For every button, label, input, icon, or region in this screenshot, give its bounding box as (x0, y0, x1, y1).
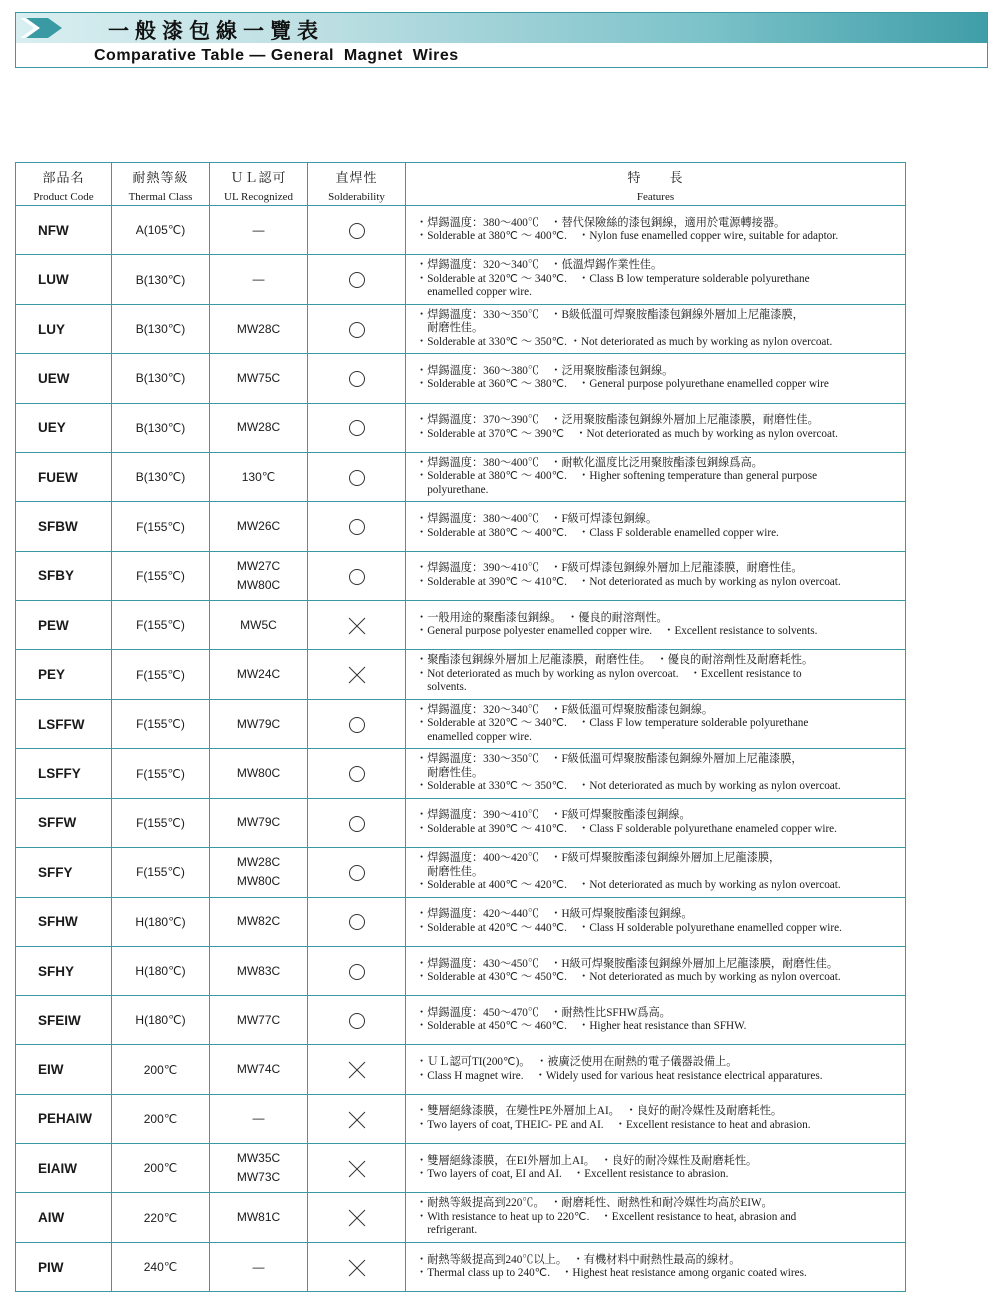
arrow-icon (20, 15, 70, 41)
circle-icon (348, 469, 366, 487)
feature-line: polyurethane. (416, 483, 489, 496)
solderability-cell (308, 650, 406, 700)
ul-recognized-cell (210, 1045, 308, 1094)
feature-line: ・焊錫溫度：330～350℃ ・F級低溫可焊聚胺酯漆包銅線外層加上尼龍漆膜， (416, 753, 803, 766)
product-code-cell: FUEW (16, 452, 112, 502)
thermal-class-cell: B(130℃) (112, 255, 210, 305)
ul-recognized-cell (210, 304, 308, 354)
column-header-cn: 耐熱等級 (132, 170, 189, 186)
feature-line: ・焊錫溫度：380～400℃ ・耐軟化溫度比泛用聚胺酯漆包銅線爲高。 (416, 456, 763, 469)
product-code-cell: PEW (16, 600, 112, 649)
column-header-thermal-class (112, 163, 210, 206)
features-cell (406, 749, 906, 799)
solderability-cell (308, 403, 406, 452)
ul-code: MW75C (236, 370, 281, 385)
product-code-cell: SFHW (16, 897, 112, 946)
ul-code: MW80C (236, 577, 281, 592)
column-header-ul-recognized (210, 163, 308, 206)
feature-line: ・焊錫溫度：390～410℃ ・F級可焊漆包銅線外層加上尼龍漆膜，耐磨性佳。 (416, 562, 803, 575)
feature-line: ・Solderable at 380℃ ～ 400℃. ・Higher softening temperature than general purpose (416, 470, 818, 483)
ul-recognized-cell (210, 354, 308, 403)
ul-code: — (252, 272, 265, 287)
solderability-cell (308, 1144, 406, 1193)
cross-icon (348, 1259, 366, 1277)
ul-recognized-cell (210, 897, 308, 946)
feature-line: ・Solderable at 430℃ ～ 450℃. ・Not deteriorated as much by working as nylon overcoat. (416, 971, 841, 984)
feature-line: ・General purpose polyester enamelled copper wire. ・Excellent resistance to solvents. (416, 625, 818, 638)
feature-line: ・With resistance to heat up to 220℃. ・Excellent resistance to heat, abrasion and (416, 1210, 797, 1223)
thermal-class-cell: F(155℃) (112, 650, 210, 700)
table-row (16, 996, 906, 1045)
feature-line: ・焊錫溫度：400～420℃ ・F級可焊聚胺酯漆包銅線外層加上尼龍漆膜， (416, 852, 781, 865)
ul-recognized-cell (210, 749, 308, 799)
ul-code: MW74C (236, 1062, 281, 1077)
features-cell (406, 304, 906, 354)
thermal-class-cell: B(130℃) (112, 304, 210, 354)
column-header-product-code (16, 163, 112, 206)
feature-line: enamelled copper wire. (416, 730, 532, 743)
features-cell (406, 403, 906, 452)
thermal-class-cell: B(130℃) (112, 452, 210, 502)
feature-line: ・Class H magnet wire. ・Widely used for various heat resistance electrical apparatures. (416, 1069, 823, 1082)
solderability-cell (308, 996, 406, 1045)
feature-line: ・Two layers of coat, THEIC- PE and AI. ・Excellent resistance to heat and abrasion. (416, 1118, 811, 1131)
feature-line: ・焊錫溫度：430～450℃ ・H級可焊聚胺酯漆包銅線外層加上尼龍漆膜，耐磨性佳。 (416, 957, 839, 970)
product-code-cell: SFFW (16, 798, 112, 847)
solderability-cell (308, 304, 406, 354)
features-cell (406, 452, 906, 502)
thermal-class-cell: A(105℃) (112, 206, 210, 255)
column-header-en: Product Code (33, 190, 94, 203)
column-header-solderability (308, 163, 406, 206)
ul-code: MW27C (236, 558, 281, 573)
product-code-cell: UEY (16, 403, 112, 452)
column-header-cn: 特 長 (627, 170, 684, 186)
ul-recognized-cell (210, 452, 308, 502)
product-code-cell: SFFY (16, 848, 112, 898)
table-row (16, 1045, 906, 1094)
feature-line: ・Two layers of coat, EI and AI. ・Excellent resistance to abrasion. (416, 1168, 729, 1181)
column-header-cn: 部品名 (42, 170, 85, 186)
feature-line: ・一般用途的聚酯漆包銅線。 ・優良的耐溶劑性。 (416, 611, 668, 624)
feature-line: ・Solderable at 320℃ ～ 340℃. ・Class F low temperature solderable polyurethane (416, 717, 809, 730)
features-cell (406, 848, 906, 898)
feature-line: ・聚酯漆包銅線外層加上尼龍漆膜，耐磨性佳。 ・優良的耐溶劑性及耐磨耗性。 (416, 654, 814, 667)
product-code-cell: UEW (16, 354, 112, 403)
circle-icon (348, 271, 366, 289)
feature-line: 耐磨性佳。 (416, 766, 484, 779)
feature-line: ・焊錫溫度：380～400℃ ・F級可焊漆包銅線。 (416, 513, 658, 526)
feature-line: ・Solderable at 420℃ ～ 440℃. ・Class H solderable polyurethane enamelled copper wire. (416, 921, 842, 934)
cross-icon (348, 617, 366, 635)
features-cell (406, 551, 906, 600)
ul-code: MW82C (236, 914, 281, 929)
feature-line: ・Solderable at 330℃ ～ 350℃. ・Not deteriorated as much by working as nylon overcoat. (416, 780, 841, 793)
thermal-class-cell: H(180℃) (112, 946, 210, 995)
circle-icon (348, 568, 366, 586)
circle-icon (348, 321, 366, 339)
circle-icon (348, 370, 366, 388)
feature-line: ・ＵＬ認可TI(200℃)。 ・被廣泛使用在耐熱的電子儀器設備上。 (416, 1056, 738, 1069)
table-row (16, 1094, 906, 1143)
circle-icon (348, 963, 366, 981)
circle-icon (348, 518, 366, 536)
feature-line: ・焊錫溫度：330～350℃ ・B級低溫可焊聚胺酯漆包銅線外層加上尼龍漆膜， (416, 308, 804, 321)
table-row (16, 452, 906, 502)
features-cell (406, 946, 906, 995)
circle-icon (348, 222, 366, 240)
feature-line: ・Solderable at 380℃ ～ 400℃. ・Class F solderable enamelled copper wire. (416, 526, 779, 539)
feature-line: ・焊錫溫度：390～410℃ ・F級可焊聚胺酯漆包銅線。 (416, 809, 691, 822)
solderability-cell (308, 1094, 406, 1143)
solderability-cell (308, 1193, 406, 1243)
circle-icon (348, 1012, 366, 1030)
ul-recognized-cell (210, 206, 308, 255)
feature-line: ・耐熱等級提高到220℃。 ・耐磨耗性、耐熱性和耐冷媒性均高於EIW。 (416, 1197, 773, 1210)
features-cell (406, 600, 906, 649)
table-row (16, 206, 906, 255)
product-code-cell: SFHY (16, 946, 112, 995)
ul-code: MW24C (236, 667, 281, 682)
table-row (16, 304, 906, 354)
feature-line: ・雙層絕緣漆膜，在變性PE外層加上AI。 ・良好的耐冷媒性及耐磨耗性。 (416, 1105, 783, 1118)
feature-line: ・耐熱等級提高到240℃以上。 ・有機材料中耐熱性最高的線材。 (416, 1253, 741, 1266)
thermal-class-cell: 200℃ (112, 1045, 210, 1094)
table-row (16, 749, 906, 799)
solderability-cell (308, 848, 406, 898)
feature-line: ・Solderable at 370℃ ～ 390℃ ・Not deteriorated as much by working as nylon overcoat. (416, 427, 838, 440)
feature-line: ・Thermal class up to 240℃. ・Highest heat resistance among organic coated wires. (416, 1267, 807, 1279)
page-title-cn: 一般漆包線一覽表 (108, 19, 324, 43)
features-cell (406, 650, 906, 700)
ul-recognized-cell (210, 1094, 308, 1143)
ul-recognized-cell (210, 798, 308, 847)
feature-line: 耐磨性佳。 (416, 322, 484, 335)
features-cell (406, 255, 906, 305)
table-row (16, 650, 906, 700)
ul-code: — (252, 222, 265, 237)
table-row (16, 1144, 906, 1193)
solderability-cell (308, 1045, 406, 1094)
feature-line: refrigerant. (416, 1224, 478, 1237)
table-row (16, 502, 906, 551)
product-code-cell: LUW (16, 255, 112, 305)
product-code-cell: AIW (16, 1193, 112, 1243)
ul-code: MW79C (236, 815, 281, 830)
feature-line: ・Solderable at 360℃ ～ 380℃. ・General purpose polyurethane enamelled copper wire (416, 378, 829, 391)
table-row (16, 798, 906, 847)
table-row (16, 255, 906, 305)
thermal-class-cell: F(155℃) (112, 749, 210, 799)
table-row (16, 1193, 906, 1243)
ul-recognized-cell (210, 996, 308, 1045)
column-header-cn: 直焊性 (335, 170, 378, 186)
feature-line: ・Solderable at 330℃ ～ 350℃. ・Not deteriorated as much by working as nylon overcoat. (416, 335, 833, 348)
thermal-class-cell: H(180℃) (112, 897, 210, 946)
product-code-cell: SFBW (16, 502, 112, 551)
product-code-cell: LSFFY (16, 749, 112, 799)
table-header-row (16, 163, 906, 206)
circle-icon (348, 716, 366, 734)
ul-recognized-cell (210, 600, 308, 649)
thermal-class-cell: F(155℃) (112, 551, 210, 600)
product-code-cell: LUY (16, 304, 112, 354)
ul-code: MW83C (236, 963, 281, 978)
features-cell (406, 996, 906, 1045)
column-header-en: Features (636, 190, 675, 203)
feature-line: 耐磨性佳。 (416, 865, 484, 878)
column-header-en: Thermal Class (128, 190, 193, 203)
ul-recognized-cell (210, 255, 308, 305)
feature-line: ・Solderable at 320℃ ～ 340℃. ・Class B low temperature solderable polyurethane (416, 272, 810, 285)
table-row (16, 551, 906, 600)
thermal-class-cell: B(130℃) (112, 354, 210, 403)
ul-recognized-cell (210, 946, 308, 995)
table-row (16, 354, 906, 403)
feature-line: ・Solderable at 390℃ ～ 410℃. ・Class F solderable polyurethane enameled copper wire. (416, 822, 837, 835)
table-row (16, 600, 906, 649)
solderability-cell (308, 600, 406, 649)
circle-icon (348, 864, 366, 882)
solderability-cell (308, 551, 406, 600)
product-code-cell: NFW (16, 206, 112, 255)
ul-recognized-cell (210, 502, 308, 551)
table-row (16, 897, 906, 946)
table-body (16, 206, 906, 1292)
ul-code: MW28C (236, 855, 281, 870)
ul-code: MW35C (236, 1151, 281, 1166)
features-cell (406, 798, 906, 847)
solderability-cell (308, 798, 406, 847)
feature-line: ・焊錫溫度：320～340℃ ・F級低溫可焊聚胺酯漆包銅線。 (416, 703, 714, 716)
product-code-cell: LSFFW (16, 699, 112, 749)
features-cell (406, 502, 906, 551)
header-banner (15, 12, 988, 68)
ul-code: MW81C (236, 1210, 281, 1225)
ul-code: MW5C (240, 617, 277, 632)
product-code-cell: PEHAIW (16, 1094, 112, 1143)
ul-recognized-cell (210, 650, 308, 700)
solderability-cell (308, 897, 406, 946)
magnet-wire-table (15, 162, 906, 1292)
column-header-features (406, 163, 906, 206)
thermal-class-cell: F(155℃) (112, 699, 210, 749)
thermal-class-cell: F(155℃) (112, 502, 210, 551)
ul-recognized-cell (210, 1144, 308, 1193)
feature-line: enamelled copper wire. (416, 286, 532, 299)
thermal-class-cell: F(155℃) (112, 600, 210, 649)
feature-line: ・焊錫溫度：360～380℃ ・泛用聚胺酯漆包銅線。 (416, 364, 674, 377)
table-row (16, 699, 906, 749)
ul-code: — (252, 1111, 265, 1126)
table-row (16, 848, 906, 898)
circle-icon (348, 815, 366, 833)
circle-icon (348, 765, 366, 783)
table-row (16, 403, 906, 452)
ul-code: MW73C (236, 1170, 281, 1185)
feature-line: ・Solderable at 400℃ ～ 420℃. ・Not deteriorated as much by working as nylon overcoat. (416, 879, 841, 892)
feature-line: ・Solderable at 390℃ ～ 410℃. ・Not deteriorated as much by working as nylon overcoat. (416, 575, 841, 588)
ul-recognized-cell (210, 848, 308, 898)
thermal-class-cell: F(155℃) (112, 848, 210, 898)
ul-recognized-cell (210, 1242, 308, 1291)
solderability-cell (308, 1242, 406, 1291)
ul-code: — (252, 1259, 265, 1274)
solderability-cell (308, 255, 406, 305)
thermal-class-cell: 240℃ (112, 1242, 210, 1291)
feature-line: ・Solderable at 450℃ ～ 460℃. ・Higher heat resistance than SFHW. (416, 1020, 747, 1033)
ul-code: MW80C (236, 766, 281, 781)
table-row (16, 946, 906, 995)
feature-line: ・Solderable at 380℃ ～ 400℃. ・Nylon fuse enamelled copper wire, suitable for adaptor. (416, 230, 839, 243)
ul-code: MW80C (236, 874, 281, 889)
cross-icon (348, 1061, 366, 1079)
circle-icon (348, 913, 366, 931)
ul-code: 130℃ (241, 469, 276, 484)
ul-recognized-cell (210, 699, 308, 749)
product-code-cell: EIAIW (16, 1144, 112, 1193)
table-row (16, 1242, 906, 1291)
ul-recognized-cell (210, 403, 308, 452)
feature-line: ・焊錫溫度：420～440℃ ・H級可焊聚胺酯漆包銅線。 (416, 908, 693, 921)
features-cell (406, 206, 906, 255)
ul-recognized-cell (210, 551, 308, 600)
feature-line: ・焊錫溫度：370～390℃ ・泛用聚胺酯漆包銅線外層加上尼龍漆膜，耐磨性佳。 (416, 414, 819, 427)
features-cell (406, 1045, 906, 1094)
page-title-en: Comparative Table — General Magnet Wires (94, 47, 459, 64)
features-cell (406, 897, 906, 946)
ul-code: MW28C (236, 321, 281, 336)
cross-icon (348, 1209, 366, 1227)
ul-code: MW28C (236, 420, 281, 435)
solderability-cell (308, 452, 406, 502)
thermal-class-cell: 200℃ (112, 1094, 210, 1143)
column-header-en: UL Recognized (224, 190, 293, 203)
cross-icon (348, 666, 366, 684)
solderability-cell (308, 749, 406, 799)
product-code-cell: PIW (16, 1242, 112, 1291)
column-header-en: Solderability (328, 190, 385, 203)
product-code-cell: SFBY (16, 551, 112, 600)
features-cell (406, 699, 906, 749)
features-cell (406, 1193, 906, 1243)
solderability-cell (308, 502, 406, 551)
product-code-cell: EIW (16, 1045, 112, 1094)
feature-line: ・雙層絕緣漆膜，在EI外層加上AI。 ・良好的耐冷媒性及耐磨耗性。 (416, 1154, 758, 1167)
features-cell (406, 1242, 906, 1291)
product-code-cell: PEY (16, 650, 112, 700)
thermal-class-cell: 220℃ (112, 1193, 210, 1243)
cross-icon (348, 1160, 366, 1178)
thermal-class-cell: B(130℃) (112, 403, 210, 452)
product-code-cell: SFEIW (16, 996, 112, 1045)
cross-icon (348, 1111, 366, 1129)
feature-line: ・焊錫溫度：450～470℃ ・耐熱性比SFHW爲高。 (416, 1006, 671, 1019)
feature-line: ・焊錫溫度：320～340℃ ・低溫焊錫作業性佳。 (416, 259, 663, 272)
features-cell (406, 1144, 906, 1193)
solderability-cell (308, 206, 406, 255)
ul-code: MW79C (236, 716, 281, 731)
feature-line: ・焊錫溫度：380～400℃ ・替代保險絲的漆包銅線，適用於電源轉接器。 (416, 216, 786, 229)
solderability-cell (308, 354, 406, 403)
thermal-class-cell: 200℃ (112, 1144, 210, 1193)
column-header-cn: ＵＬ認可 (230, 170, 287, 186)
thermal-class-cell: H(180℃) (112, 996, 210, 1045)
thermal-class-cell: F(155℃) (112, 798, 210, 847)
features-cell (406, 1094, 906, 1143)
ul-code: MW26C (236, 519, 281, 534)
feature-line: solvents. (416, 681, 467, 694)
ul-recognized-cell (210, 1193, 308, 1243)
feature-line: ・Not deteriorated as much by working as nylon overcoat. ・Excellent resistance to (416, 667, 802, 680)
features-cell (406, 354, 906, 403)
solderability-cell (308, 699, 406, 749)
solderability-cell (308, 946, 406, 995)
ul-code: MW77C (236, 1012, 281, 1027)
circle-icon (348, 419, 366, 437)
